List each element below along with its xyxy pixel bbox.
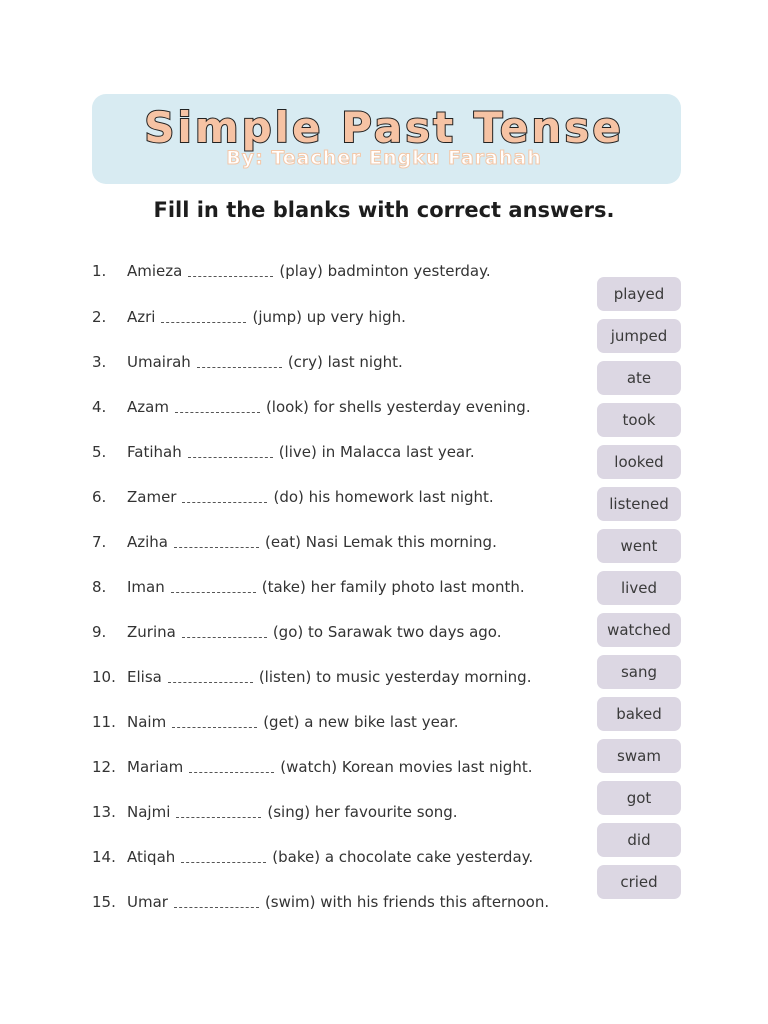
question-row [92,575,525,599]
worksheet-title: Simple Past Tense [144,103,624,152]
question-text: (jump) up very high. [252,308,406,326]
question-subject: Aziha [127,533,169,551]
instruction-text: Fill in the blanks with correct answers. [153,198,615,222]
question-text: (watch) Korean movies last night. [280,758,533,776]
question-subject: Umairah [127,353,191,371]
question-text: (sing) her favourite song. [267,803,458,821]
question-number: 7. [92,533,107,551]
question-subject: Amieza [127,262,183,280]
question-text: (bake) a chocolate cake yesterday. [272,848,534,866]
question-row [92,800,458,824]
question-row [92,620,501,644]
answer-blank[interactable] [197,367,282,368]
question-row [92,845,533,869]
answer-option[interactable]: played [597,277,681,311]
question-text: (go) to Sarawak two days ago. [272,623,502,641]
answer-blank[interactable] [188,457,273,458]
question-text: (play) badminton yesterday. [279,262,491,280]
question-number: 1. [92,262,107,280]
answer-option[interactable]: went [597,529,681,563]
question-text: (live) in Malacca last year. [278,443,475,461]
question-row [92,259,491,283]
question-text: (eat) Nasi Lemak this morning. [265,533,497,551]
answer-blank[interactable] [175,412,260,413]
question-row [92,395,531,419]
answer-option[interactable]: did [597,823,681,857]
question-subject: Zurina [127,623,176,641]
answer-option[interactable]: got [597,781,681,815]
question-text: (get) a new bike last year. [263,713,459,731]
question-text: (look) for shells yesterday evening. [265,398,531,416]
answer-blank[interactable] [168,682,253,683]
question-row [92,530,497,554]
answer-blank[interactable] [182,502,267,503]
question-subject: Azri [127,308,156,326]
question-subject: Naim [127,713,167,731]
question-text: (cry) last night. [287,353,403,371]
question-text: (take) her family photo last month. [261,578,525,596]
answer-blank[interactable] [172,727,257,728]
question-row [92,305,406,329]
question-number: 12. [92,758,116,776]
question-number: 5. [92,443,107,461]
answer-blank[interactable] [176,817,261,818]
answer-blank[interactable] [181,862,266,863]
answer-blank[interactable] [161,322,246,323]
answer-blank[interactable] [174,907,259,908]
answer-option[interactable]: baked [597,697,681,731]
question-number: 9. [92,623,107,641]
answer-blank[interactable] [189,772,274,773]
question-number: 10. [92,668,116,686]
answer-option[interactable]: swam [597,739,681,773]
answer-option[interactable]: took [597,403,681,437]
question-subject: Zamer [127,488,177,506]
question-subject: Fatihah [127,443,182,461]
question-row [92,665,531,689]
question-row [92,755,532,779]
question-row [92,710,459,734]
question-subject: Iman [127,578,165,596]
question-number: 6. [92,488,107,506]
question-subject: Elisa [127,668,162,686]
answer-blank[interactable] [171,592,256,593]
answer-option[interactable]: watched [597,613,681,647]
answer-option[interactable]: jumped [597,319,681,353]
question-number: 15. [92,893,116,911]
answer-option[interactable]: lived [597,571,681,605]
question-row [92,350,403,374]
answer-blank[interactable] [188,276,273,277]
question-subject: Umar [127,893,168,911]
answer-blank[interactable] [182,637,267,638]
question-number: 4. [92,398,107,416]
question-number: 11. [92,713,116,731]
answer-blank[interactable] [174,547,259,548]
question-number: 13. [92,803,116,821]
question-text: (swim) with his friends this afternoon. [264,893,550,911]
question-row [92,890,549,914]
question-subject: Mariam [127,758,184,776]
worksheet-author: By: Teacher Engku Farahah [226,147,542,169]
question-subject: Atiqah [127,848,176,866]
answer-option[interactable]: cried [597,865,681,899]
question-number: 8. [92,578,107,596]
question-number: 14. [92,848,116,866]
answer-option[interactable]: listened [597,487,681,521]
answer-option[interactable]: ate [597,361,681,395]
question-subject: Najmi [127,803,171,821]
answer-option[interactable]: sang [597,655,681,689]
question-row [92,485,494,509]
question-text: (do) his homework last night. [273,488,494,506]
question-row [92,440,475,464]
question-subject: Azam [127,398,169,416]
question-number: 2. [92,308,107,326]
question-number: 3. [92,353,107,371]
answer-option[interactable]: looked [597,445,681,479]
question-text: (listen) to music yesterday morning. [258,668,532,686]
